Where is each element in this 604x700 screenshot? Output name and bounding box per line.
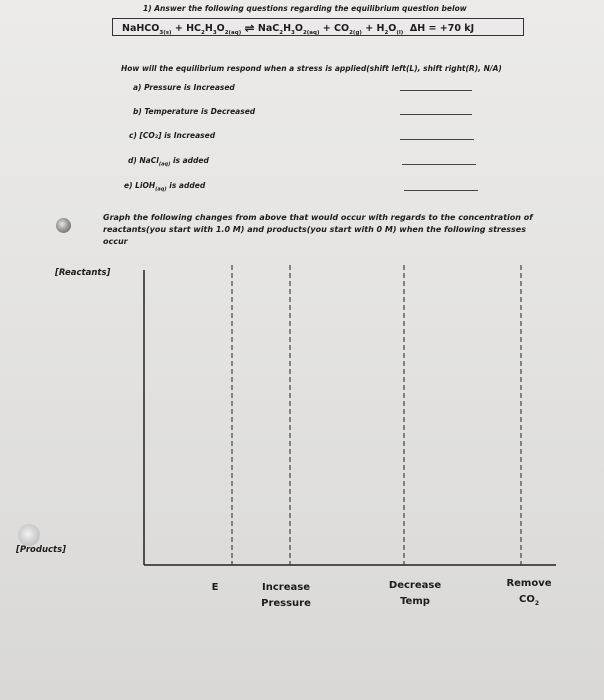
y-axis-label-products: [Products] <box>16 545 67 555</box>
part-b-label: b) Temperature is Decreased <box>133 107 256 116</box>
x-label-decrease-temp: Decrease Temp <box>388 580 442 607</box>
product-sodium-acetate: $NaC_2H_3O_{2(aq)}$ <box>257 23 320 36</box>
question-stem: How will the equilibrium respond when a stress is applied(shift left(L), shift right(R), N/A) <box>121 64 502 73</box>
product-co2: $CO_{2(g)}$ <box>334 23 362 36</box>
y-axis-label-reactants: [Reactants] <box>55 268 111 278</box>
part-a-label: a) Pressure is Increased <box>133 83 235 92</box>
x-label-remove-co2: Remove $CO_2$ <box>506 578 552 607</box>
graph-instructions: Graph the following changes from above that would occur with regards to the concentration of reactants(you start with 1.0 M) and products(you start with 0 M) when the following stresses occur <box>103 213 533 246</box>
part-d-label: d) NaCl$_{(aq)}$ is added <box>128 156 209 168</box>
x-label-equilibrium: E <box>211 582 219 593</box>
equilibrium-arrow-icon: ⇌ <box>244 21 255 35</box>
part-c-label: c) [CO₂] is Increased <box>129 131 216 140</box>
reactant-nahco3: NaHCO$_{3(s)}$ <box>122 23 172 36</box>
product-water: $H_2O_{(l)}$ <box>376 23 404 36</box>
question-title: 1) Answer the following questions regarding the equilibrium question below <box>143 4 467 13</box>
part-e-label: e) LiOH$_{(aq)}$ is added <box>124 181 206 193</box>
plus-sign: + <box>171 23 187 34</box>
plus-sign: + <box>319 23 335 34</box>
plus-sign: + <box>361 23 377 34</box>
enthalpy-value: ΔH = +70 kJ <box>409 23 475 34</box>
x-label-increase-pressure: Increase Pressure <box>261 582 311 609</box>
reactant-acetic-acid: $HC_2H_3O_{2(aq)}$ <box>186 23 242 36</box>
